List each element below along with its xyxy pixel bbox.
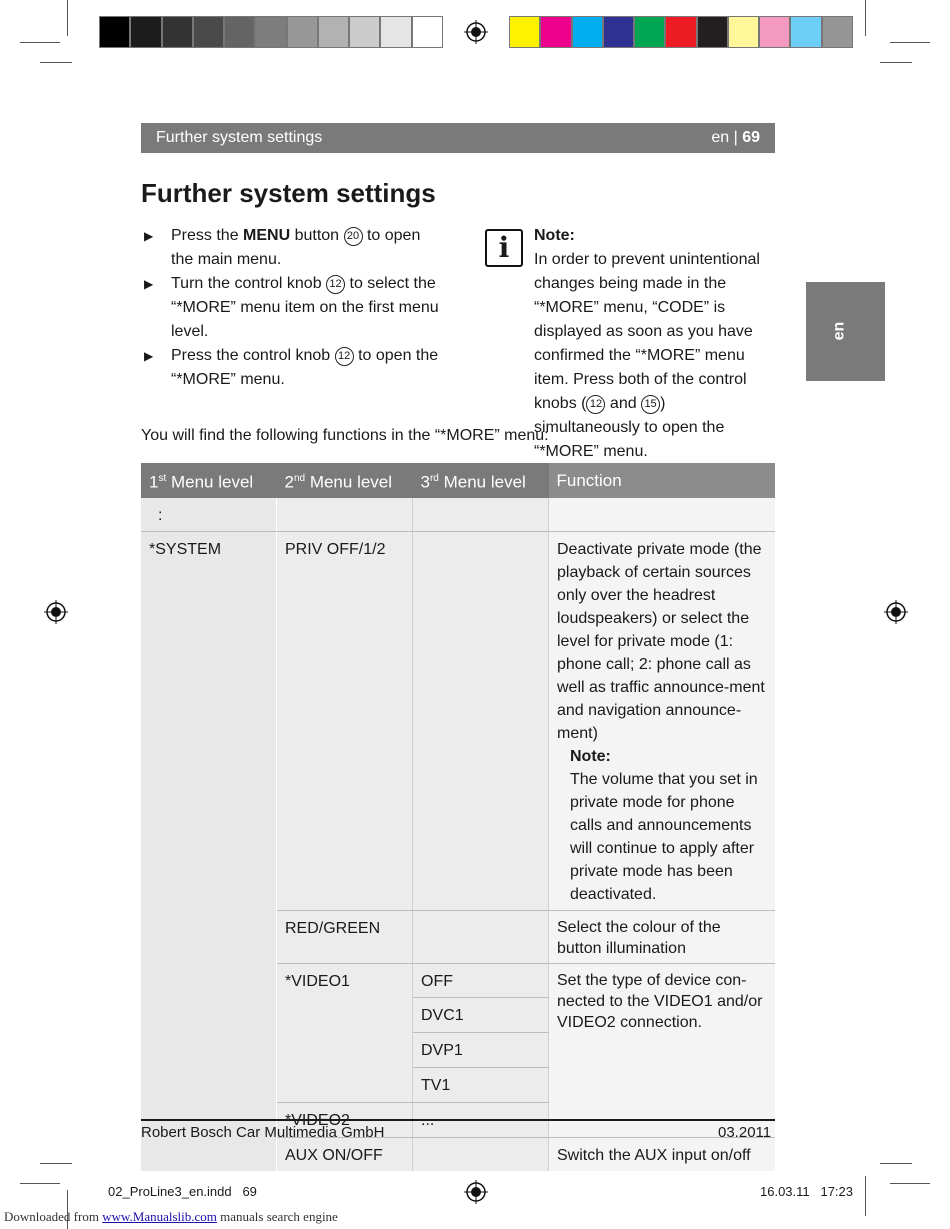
table-cell: *VIDEO1 (277, 963, 413, 1102)
print-slug-file: 02_ProLine3_en.indd 69 (108, 1184, 257, 1199)
process-color-bar (509, 16, 853, 48)
column-header: 3rd Menu level (413, 463, 549, 498)
crop-mark (20, 1183, 60, 1184)
color-swatch (665, 16, 696, 48)
registration-mark-icon (884, 600, 908, 624)
color-swatch (759, 16, 790, 48)
function-text: Deactivate private mode (the playback of certain sources only over the headrest loudspeakers) or select the level for private mode (1: phone call; 2: phone call as well as traffic announce-ment and navigation announce-ment) (557, 540, 765, 742)
table-cell: Set the type of device con-nected to the VIDEO1 and/or VIDEO2 connection. (549, 963, 776, 1137)
table-cell: PRIV OFF/1/2 (277, 531, 413, 910)
color-swatch (99, 16, 130, 48)
grayscale-color-bar (99, 16, 443, 48)
color-swatch (603, 16, 634, 48)
knob-number-icon: 12 (586, 395, 605, 414)
crop-mark (880, 1163, 912, 1164)
table-cell (549, 498, 776, 532)
table-cell (141, 1137, 277, 1171)
table-note: Note: The volume that you set in private mode for phone calls and announcements will continue to apply after private mode has been deactivated. (570, 747, 758, 903)
table-cell: Select the colour of the button illumination (549, 910, 776, 963)
table-cell (549, 531, 776, 910)
more-menu-table (141, 463, 775, 1171)
running-header (141, 123, 775, 153)
knob-number-icon: 20 (344, 227, 363, 246)
color-swatch (790, 16, 821, 48)
color-swatch (255, 16, 286, 48)
download-notice: Downloaded from www.Manualslib.com manuals search engine (4, 1209, 338, 1224)
color-swatch (540, 16, 571, 48)
color-swatch (728, 16, 759, 48)
page-title: Further system settings (141, 178, 436, 208)
crop-mark (40, 62, 72, 63)
bullet-arrow-icon: ▶ (144, 229, 154, 243)
table-cell (413, 1137, 549, 1171)
table-cell: TV1 (413, 1067, 549, 1102)
header-page-info: en | 69 (711, 129, 760, 146)
table-cell (413, 498, 549, 532)
crop-mark (890, 1183, 930, 1184)
bullet-arrow-icon: ▶ (144, 349, 154, 363)
color-swatch (349, 16, 380, 48)
footer-company: Robert Bosch Car Multimedia GmbH (141, 1124, 385, 1141)
manualslib-link[interactable]: www.Manualslib.com (102, 1209, 217, 1224)
color-swatch (287, 16, 318, 48)
crop-mark (20, 42, 60, 43)
column-header: 1st Menu level (141, 463, 277, 498)
table-cell: RED/GREEN (277, 910, 413, 963)
knob-number-icon: 12 (326, 275, 345, 294)
crop-mark (890, 42, 930, 43)
step-item: ▶ Press the MENU button 20 to open the main menu. (141, 224, 441, 272)
table-cell (413, 910, 549, 963)
bullet-arrow-icon: ▶ (144, 277, 154, 291)
color-swatch (130, 16, 161, 48)
knob-number-icon: 12 (335, 347, 354, 366)
table-row (141, 1137, 775, 1171)
note-text: In order to prevent unintentional changes being made in the “*MORE” menu, “CODE” is displayed as soon as you have confirmed the “*MORE” menu item. Press both of the control knobs ( 12 and 15 ) simultaneously to open the “*MORE” menu. (534, 251, 760, 460)
column-header: 2nd Menu level (277, 463, 413, 498)
color-swatch (572, 16, 603, 48)
language-side-tab: en (806, 282, 885, 381)
info-icon: i (485, 229, 523, 267)
crop-mark (880, 62, 912, 63)
footer-rule (141, 1119, 775, 1121)
column-header: Function (549, 463, 776, 498)
header-section-title: Further system settings (156, 129, 323, 146)
color-swatch (412, 16, 443, 48)
registration-mark-icon (44, 600, 68, 624)
table-row (141, 498, 775, 532)
color-swatch (697, 16, 728, 48)
table-cell: : (141, 498, 277, 532)
color-swatch (380, 16, 411, 48)
note-block (534, 224, 774, 464)
color-swatch (193, 16, 224, 48)
table-cell (277, 498, 413, 532)
instruction-steps (141, 224, 441, 392)
crop-mark (40, 1163, 72, 1164)
color-swatch (318, 16, 349, 48)
table-cell: Switch the AUX input on/off (549, 1137, 776, 1171)
table-cell: DVP1 (413, 1032, 549, 1067)
color-swatch (634, 16, 665, 48)
crop-mark (67, 0, 68, 36)
registration-mark-icon (464, 1180, 488, 1204)
crop-mark (865, 0, 866, 36)
color-swatch (509, 16, 540, 48)
note-title: Note: (534, 227, 575, 244)
table-row (141, 531, 775, 910)
footer-date: 03.2011 (718, 1124, 772, 1141)
intro-text: You will find the following functions in the “*MORE” menu: (141, 427, 549, 444)
table-cell (413, 531, 549, 910)
table-cell: *SYSTEM (141, 531, 277, 1137)
crop-mark (865, 1176, 866, 1216)
header-page-number: 69 (742, 129, 760, 146)
color-swatch (822, 16, 853, 48)
table-header-row (141, 463, 775, 498)
table-cell: OFF (413, 963, 549, 997)
print-slug-timestamp: 16.03.11 17:23 (760, 1184, 854, 1199)
color-swatch (162, 16, 193, 48)
knob-number-icon: 15 (641, 395, 660, 414)
step-item: ▶ Press the control knob 12 to open the “*MORE” menu. (141, 344, 441, 392)
registration-mark-icon (464, 20, 488, 44)
color-swatch (224, 16, 255, 48)
header-lang: en (711, 129, 730, 146)
table-cell: AUX ON/OFF (277, 1137, 413, 1171)
table-cell: DVC1 (413, 997, 549, 1032)
step-item: ▶ Turn the control knob 12 to select the “*MORE” menu item on the first menu level. (141, 272, 441, 344)
